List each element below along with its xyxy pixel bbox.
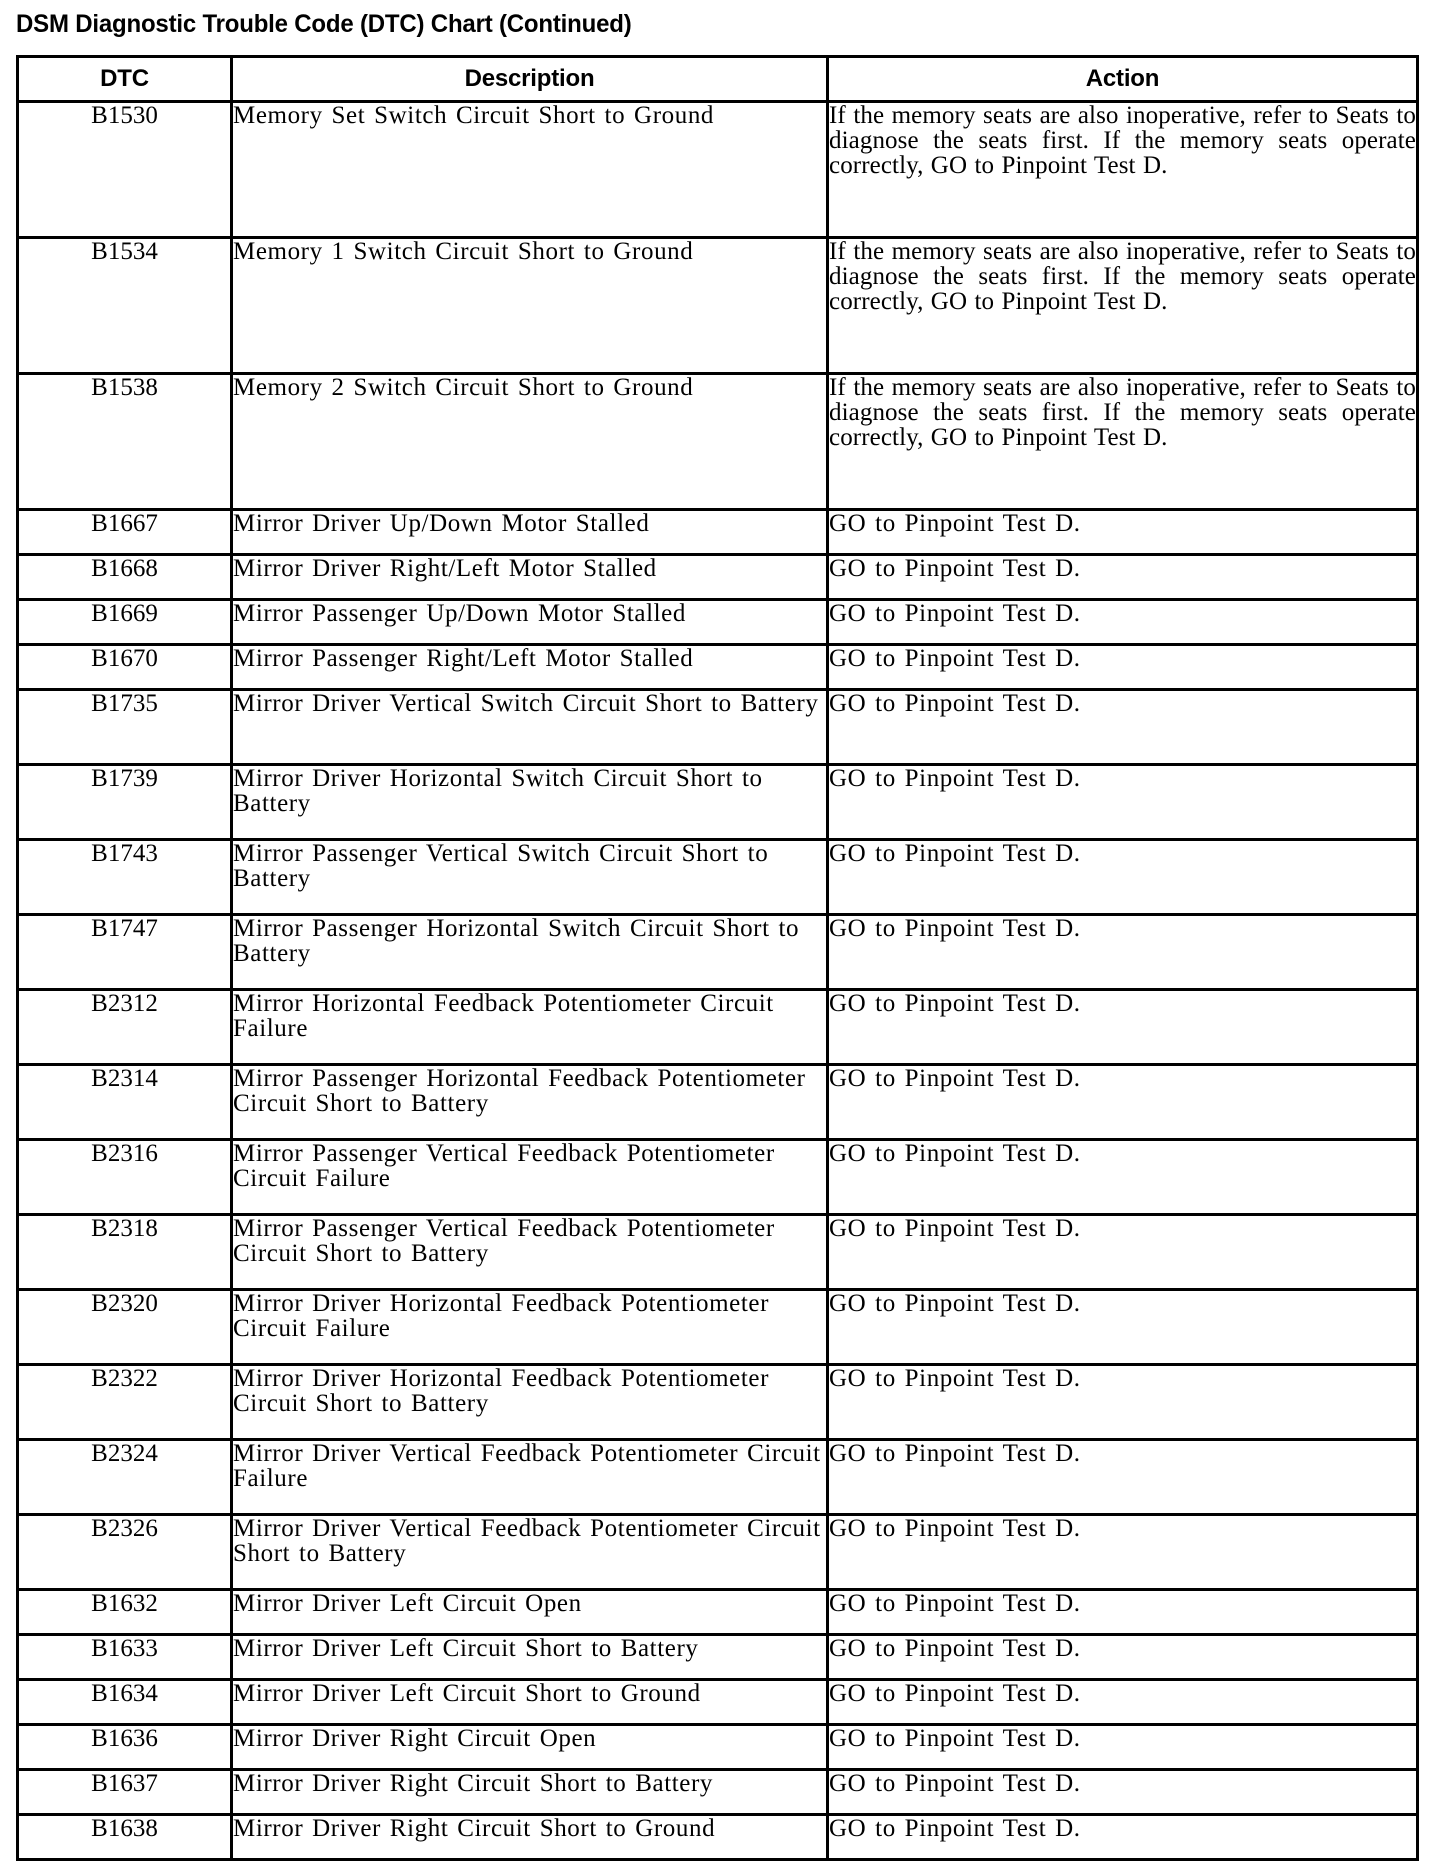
column-header-action: Action [828, 57, 1418, 102]
dtc-action: GO to Pinpoint Test D. [828, 990, 1418, 1065]
dtc-description: Mirror Passenger Horizontal Feedback Potentiometer Circuit Short to Battery [232, 1065, 828, 1140]
dtc-description: Mirror Passenger Horizontal Switch Circuit Short to Battery [232, 915, 828, 990]
table-row [18, 510, 1418, 555]
dtc-code: B1534 [18, 238, 232, 374]
dtc-description: Mirror Passenger Vertical Feedback Potentiometer Circuit Short to Battery [232, 1215, 828, 1290]
dtc-description: Mirror Driver Left Circuit Short to Ground [232, 1680, 828, 1725]
dtc-action: GO to Pinpoint Test D. [828, 600, 1418, 645]
column-header-description: Description [232, 57, 828, 102]
dtc-code: B1735 [18, 690, 232, 765]
page-title: DSM Diagnostic Trouble Code (DTC) Chart (Continued) [16, 10, 632, 38]
table-row [18, 1725, 1418, 1770]
table-row [18, 1440, 1418, 1515]
dtc-action: GO to Pinpoint Test D. [828, 645, 1418, 690]
table-row [18, 990, 1418, 1065]
table-row [18, 238, 1418, 374]
dtc-description: Mirror Driver Up/Down Motor Stalled [232, 510, 828, 555]
table-row [18, 840, 1418, 915]
dtc-code: B2320 [18, 1290, 232, 1365]
table-row [18, 1770, 1418, 1815]
table-row [18, 1635, 1418, 1680]
dtc-action: GO to Pinpoint Test D. [828, 690, 1418, 765]
dtc-code: B2326 [18, 1515, 232, 1590]
table-row [18, 1065, 1418, 1140]
dtc-action: GO to Pinpoint Test D. [828, 1770, 1418, 1815]
dtc-code: B1632 [18, 1590, 232, 1635]
dtc-action: GO to Pinpoint Test D. [828, 1215, 1418, 1290]
dtc-action: GO to Pinpoint Test D. [828, 1725, 1418, 1770]
dtc-description: Mirror Driver Right Circuit Short to Battery [232, 1770, 828, 1815]
column-header-dtc: DTC [18, 57, 232, 102]
dtc-description: Mirror Driver Left Circuit Short to Battery [232, 1635, 828, 1680]
dtc-description: Mirror Passenger Vertical Feedback Potentiometer Circuit Failure [232, 1140, 828, 1215]
dtc-code: B1669 [18, 600, 232, 645]
table-row [18, 1365, 1418, 1440]
table-row [18, 1290, 1418, 1365]
dtc-description: Mirror Driver Vertical Feedback Potentiometer Circuit Short to Battery [232, 1515, 828, 1590]
dtc-description: Mirror Driver Right Circuit Short to Ground [232, 1815, 828, 1860]
dtc-code: B1636 [18, 1725, 232, 1770]
dtc-code: B1667 [18, 510, 232, 555]
dtc-code: B1670 [18, 645, 232, 690]
dtc-code: B1739 [18, 765, 232, 840]
dtc-action: GO to Pinpoint Test D. [828, 915, 1418, 990]
dtc-action: GO to Pinpoint Test D. [828, 765, 1418, 840]
dtc-action: GO to Pinpoint Test D. [828, 1815, 1418, 1860]
dtc-description: Mirror Driver Vertical Feedback Potentiometer Circuit Failure [232, 1440, 828, 1515]
table-row [18, 1815, 1418, 1860]
dtc-description: Mirror Driver Left Circuit Open [232, 1590, 828, 1635]
table-row [18, 645, 1418, 690]
dtc-action: If the memory seats are also inoperative, refer to Seats to diagnose the seats first. If the memory seats operate correctly, GO to Pinpoint Test D. [828, 238, 1418, 374]
dtc-code: B1530 [18, 102, 232, 238]
table-row [18, 1140, 1418, 1215]
dtc-code: B2314 [18, 1065, 232, 1140]
dtc-description: Mirror Driver Vertical Switch Circuit Short to Battery [232, 690, 828, 765]
dtc-action: GO to Pinpoint Test D. [828, 1590, 1418, 1635]
dtc-chart-table [16, 55, 1419, 1861]
dtc-action: GO to Pinpoint Test D. [828, 1635, 1418, 1680]
dtc-description: Mirror Passenger Right/Left Motor Stalled [232, 645, 828, 690]
dtc-code: B1633 [18, 1635, 232, 1680]
dtc-code: B1637 [18, 1770, 232, 1815]
dtc-action: GO to Pinpoint Test D. [828, 1680, 1418, 1725]
dtc-action: GO to Pinpoint Test D. [828, 840, 1418, 915]
table-row [18, 1590, 1418, 1635]
dtc-code: B1638 [18, 1815, 232, 1860]
table-header-row [18, 57, 1418, 102]
dtc-action: GO to Pinpoint Test D. [828, 1515, 1418, 1590]
dtc-code: B1743 [18, 840, 232, 915]
dtc-action: If the memory seats are also inoperative, refer to Seats to diagnose the seats first. If the memory seats operate correctly, GO to Pinpoint Test D. [828, 102, 1418, 238]
dtc-code: B2322 [18, 1365, 232, 1440]
dtc-code: B1634 [18, 1680, 232, 1725]
table-row [18, 765, 1418, 840]
dtc-code: B2324 [18, 1440, 232, 1515]
dtc-code: B1747 [18, 915, 232, 990]
dtc-description: Mirror Driver Horizontal Feedback Potentiometer Circuit Short to Battery [232, 1365, 828, 1440]
table-row [18, 690, 1418, 765]
dtc-code: B2316 [18, 1140, 232, 1215]
table-row [18, 1515, 1418, 1590]
dtc-code: B2312 [18, 990, 232, 1065]
dtc-description: Mirror Driver Horizontal Switch Circuit Short to Battery [232, 765, 828, 840]
dtc-code: B2318 [18, 1215, 232, 1290]
dtc-description: Mirror Driver Horizontal Feedback Potentiometer Circuit Failure [232, 1290, 828, 1365]
dtc-description: Mirror Horizontal Feedback Potentiometer Circuit Failure [232, 990, 828, 1065]
dtc-action: GO to Pinpoint Test D. [828, 510, 1418, 555]
dtc-description: Mirror Driver Right Circuit Open [232, 1725, 828, 1770]
dtc-action: If the memory seats are also inoperative, refer to Seats to diagnose the seats first. If the memory seats operate correctly, GO to Pinpoint Test D. [828, 374, 1418, 510]
dtc-description: Memory 1 Switch Circuit Short to Ground [232, 238, 828, 374]
dtc-action: GO to Pinpoint Test D. [828, 1140, 1418, 1215]
dtc-code: B1668 [18, 555, 232, 600]
table-row [18, 102, 1418, 238]
dtc-code: B1538 [18, 374, 232, 510]
table-row [18, 915, 1418, 990]
dtc-description: Mirror Passenger Up/Down Motor Stalled [232, 600, 828, 645]
dtc-action: GO to Pinpoint Test D. [828, 1290, 1418, 1365]
dtc-description: Mirror Passenger Vertical Switch Circuit Short to Battery [232, 840, 828, 915]
dtc-action: GO to Pinpoint Test D. [828, 1365, 1418, 1440]
dtc-description: Memory 2 Switch Circuit Short to Ground [232, 374, 828, 510]
dtc-action: GO to Pinpoint Test D. [828, 1440, 1418, 1515]
dtc-description: Mirror Driver Right/Left Motor Stalled [232, 555, 828, 600]
dtc-action: GO to Pinpoint Test D. [828, 1065, 1418, 1140]
table-row [18, 555, 1418, 600]
dtc-action: GO to Pinpoint Test D. [828, 555, 1418, 600]
table-row [18, 600, 1418, 645]
dtc-description: Memory Set Switch Circuit Short to Ground [232, 102, 828, 238]
table-row [18, 374, 1418, 510]
table-row [18, 1680, 1418, 1725]
table-row [18, 1215, 1418, 1290]
